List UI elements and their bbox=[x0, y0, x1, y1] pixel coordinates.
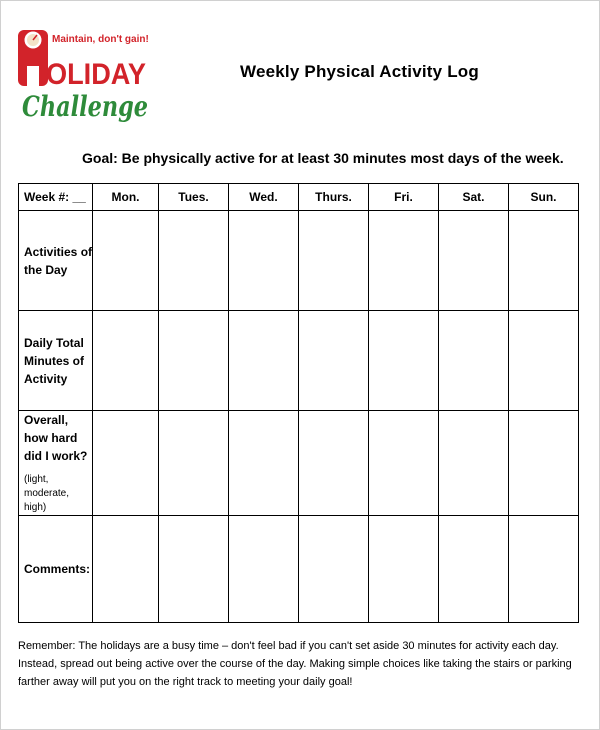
cell-minutes-thu[interactable] bbox=[299, 311, 369, 411]
effort-note: (light, moderate, high) bbox=[24, 474, 70, 513]
table-row-minutes bbox=[19, 311, 579, 411]
cell-comments-tue[interactable] bbox=[159, 516, 229, 623]
header-tue: Tues. bbox=[159, 184, 229, 211]
cell-minutes-wed[interactable] bbox=[229, 311, 299, 411]
cell-activities-wed[interactable] bbox=[229, 211, 299, 311]
activity-log-table bbox=[18, 183, 579, 623]
page-title: Weekly Physical Activity Log bbox=[240, 62, 479, 81]
cell-minutes-tue[interactable] bbox=[159, 311, 229, 411]
cell-effort-mon[interactable] bbox=[93, 411, 159, 516]
cell-effort-thu[interactable] bbox=[299, 411, 369, 516]
cell-minutes-sun[interactable] bbox=[509, 311, 579, 411]
holiday-challenge-logo bbox=[14, 20, 164, 140]
logo-word-holiday: OLIDAY bbox=[46, 58, 146, 91]
cell-comments-sun[interactable] bbox=[509, 516, 579, 623]
header-sun: Sun. bbox=[509, 184, 579, 211]
scale-logo-icon bbox=[14, 20, 164, 140]
row-label-activities: Activities of the Day bbox=[19, 211, 93, 311]
table-row-effort bbox=[19, 411, 579, 516]
cell-effort-wed[interactable] bbox=[229, 411, 299, 516]
header-sat: Sat. bbox=[439, 184, 509, 211]
cell-activities-fri[interactable] bbox=[369, 211, 439, 311]
header-week-number: Week #: __ bbox=[19, 184, 93, 211]
table-row-activities bbox=[19, 211, 579, 311]
row-label-minutes: Daily Total Minutes of Activity bbox=[19, 311, 93, 411]
cell-comments-thu[interactable] bbox=[299, 516, 369, 623]
cell-effort-tue[interactable] bbox=[159, 411, 229, 516]
cell-activities-thu[interactable] bbox=[299, 211, 369, 311]
table-row-comments bbox=[19, 516, 579, 623]
cell-effort-sun[interactable] bbox=[509, 411, 579, 516]
table-header-row bbox=[19, 184, 579, 211]
cell-comments-sat[interactable] bbox=[439, 516, 509, 623]
cell-activities-sat[interactable] bbox=[439, 211, 509, 311]
cell-activities-sun[interactable] bbox=[509, 211, 579, 311]
logo-tagline: Maintain, don't gain! bbox=[52, 34, 149, 45]
logo-word-challenge: Challenge bbox=[22, 90, 148, 123]
cell-minutes-fri[interactable] bbox=[369, 311, 439, 411]
cell-activities-mon[interactable] bbox=[93, 211, 159, 311]
goal-statement: Goal: Be physically active for at least 30 minutes most days of the week. bbox=[82, 150, 564, 166]
header-wed: Wed. bbox=[229, 184, 299, 211]
cell-effort-sat[interactable] bbox=[439, 411, 509, 516]
row-label-effort: Overall, how hard did I work? (light, moderate, high) bbox=[19, 411, 93, 516]
cell-minutes-mon[interactable] bbox=[93, 311, 159, 411]
cell-comments-wed[interactable] bbox=[229, 516, 299, 623]
cell-minutes-sat[interactable] bbox=[439, 311, 509, 411]
cell-comments-fri[interactable] bbox=[369, 516, 439, 623]
cell-activities-tue[interactable] bbox=[159, 211, 229, 311]
remember-note: Remember: The holidays are a busy time – don't feel bad if you can't set aside 30 minutes for activity each day. Instead, spread out being active over the course of the day. Making simple choices like taking the stairs or parking farther away will put you on the right track to meeting your daily goal! bbox=[18, 640, 572, 688]
header-thu: Thurs. bbox=[299, 184, 369, 211]
header-mon: Mon. bbox=[93, 184, 159, 211]
cell-effort-fri[interactable] bbox=[369, 411, 439, 516]
header-fri: Fri. bbox=[369, 184, 439, 211]
row-label-comments: Comments: bbox=[19, 516, 93, 623]
cell-comments-mon[interactable] bbox=[93, 516, 159, 623]
